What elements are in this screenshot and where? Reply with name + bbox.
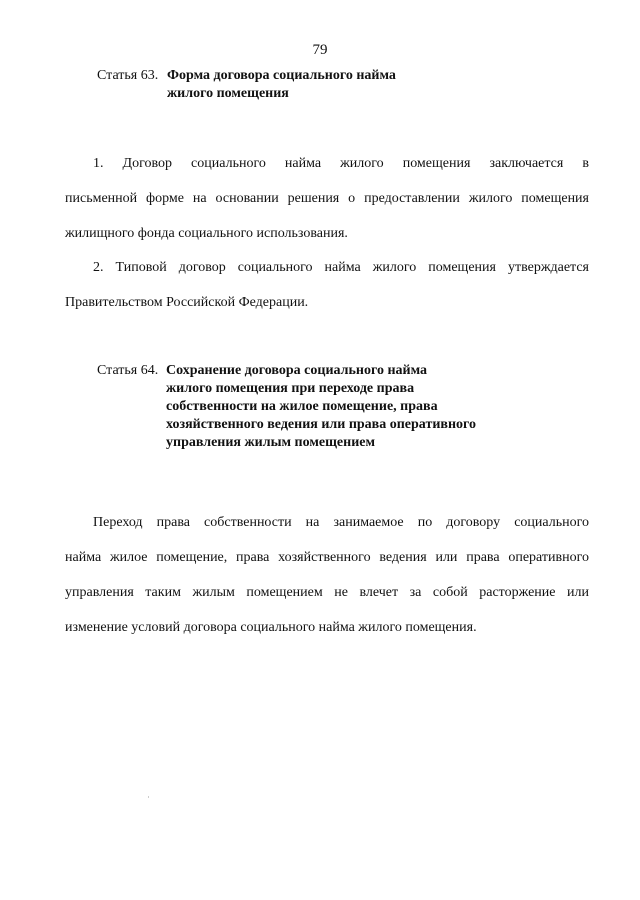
paragraph-line: найма жилое помещение, права хозяйственного ведения или права оперативного [65,550,589,565]
article-64-title-line: управления жилым помещением [166,435,376,450]
page-number: 79 [312,42,328,58]
article-63-heading [97,67,396,103]
paragraph-line: 1. Договор социального найма жилого помещения заключается в [93,156,589,171]
paragraph-line: Правительством Российской Федерации. [65,295,309,310]
article-63-title-line: Форма договора социального найма [167,68,396,83]
article-64-title-line: собственности на жилое помещение, права [166,399,438,414]
article-64-title [166,362,476,452]
article-63-title-line: жилого помещения [167,86,289,101]
scan-speck [148,796,149,798]
article-63-title [167,67,396,103]
article-64-title-line: Сохранение договора социального найма [166,363,428,378]
article-64-number: Статья 64. [97,363,159,378]
article-64-title-line: хозяйственного ведения или права оперативного [166,417,477,432]
paragraph-line: жилищного фонда социального использования. [65,226,348,241]
paragraph-line: 2. Типовой договор социального найма жилого помещения утверждается [93,260,589,275]
article-63-number: Статья 63. [97,68,159,83]
article-64-title-line: жилого помещения при переходе права [166,381,415,396]
paragraph-line: управления таким жилым помещением не влечет за собой расторжение или [65,585,589,600]
paragraph-line: изменение условий договора социального найма жилого помещения. [65,620,477,635]
article-64-paragraph-1 [65,505,589,645]
article-64-heading [97,362,476,452]
article-63-paragraph-2 [65,250,589,320]
paragraph-line: Переход права собственности на занимаемое по договору социального [93,515,589,530]
article-63-paragraph-1 [65,146,589,251]
paragraph-line: письменной форме на основании решения о предоставлении жилого помещения [65,191,589,206]
